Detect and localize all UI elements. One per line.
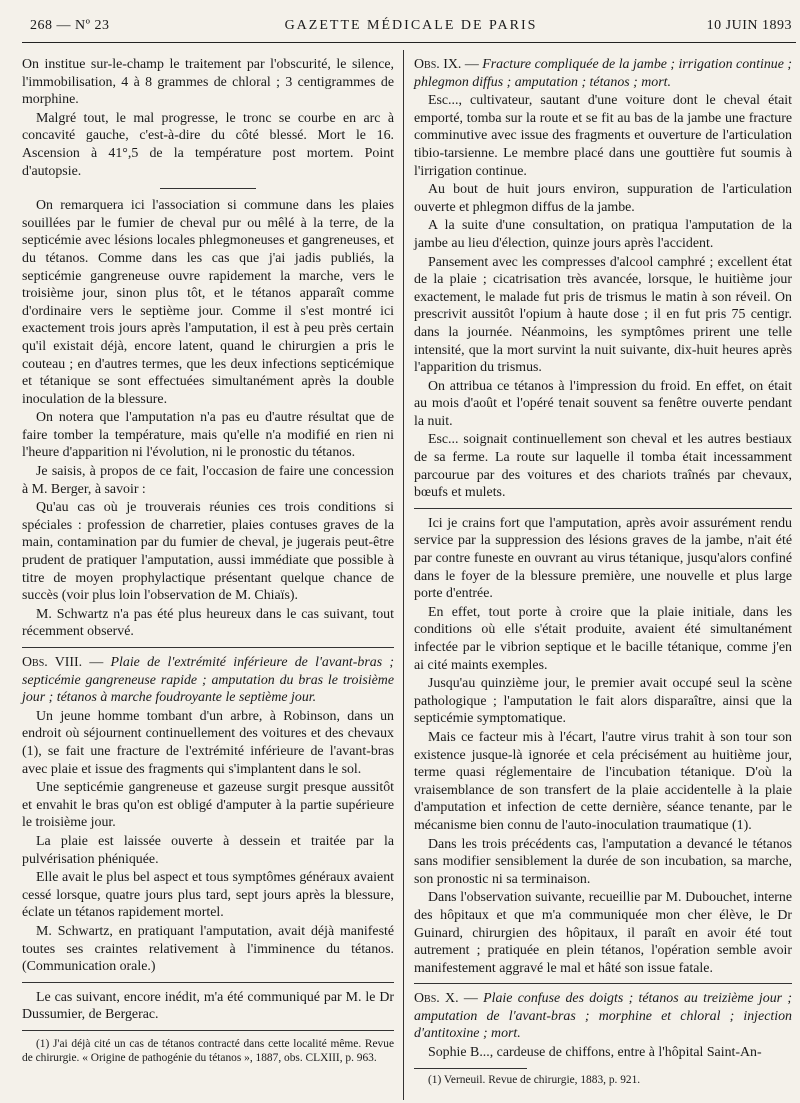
paragraph: En effet, tout porte à croire que la plaie initiale, dans les conditions où elle s'était produite, avaient été simultanément infectée par le vibrion septique et le bacille tétanique, comme j'en ai cité maints exemples.	[414, 604, 792, 673]
paragraph: Dans l'observation suivante, recueillie par M. Dubouchet, interne des hôpitaux et que m'a communiquée mon cher élève, le Dr Guinard, chirurgien des hôpitaux, il paraît en avoir été tout autrement ; pratiquée en plein tétanos, l'opération semble avoir manifestement aggravé le mal et hâté son issue fatale.	[414, 890, 792, 976]
paragraph: M. Schwartz, en pratiquant l'amputation, avait déjà manifesté toutes ses craintes relativement à l'imminence du tétanos. (Communication orale.)	[22, 923, 394, 975]
page-number: 268 — Nº 23	[30, 18, 110, 33]
paragraph: Dans les trois précédents cas, l'amputation a devancé le tétanos sans modifier sensiblement la durée de son incubation, sa marche, son pronostic ni sa terminaison.	[414, 836, 792, 887]
paragraph: Sophie B..., cardeuse de chiffons, entre à l'hôpital Saint-An-	[428, 1045, 762, 1061]
paragraph: Au bout de huit jours environ, suppuration de l'articulation ouverte et phlegmon diffus de la jambe.	[414, 182, 792, 215]
paragraph: Un jeune homme tombant d'un arbre, à Robinson, dans un endroit où séjournent continuellement des voitures et des chevaux (1), se fait une fracture de l'extrémité inférieure de l'avant-bras avec plaie et issue des fragments qui s'implantent dans le sol.	[22, 708, 394, 777]
paragraph: M. Schwartz n'a pas été plus heureux dans le cas suivant, tout récemment observé.	[22, 606, 394, 640]
separator	[22, 647, 394, 648]
footnote-text: (1) J'ai déjà cité un cas de tétanos contracté dans cette localité même. Revue de chirurgie. « Origine de pathogénie du tétanos », 1887, obs. CLXIII, p. 963.	[22, 1037, 394, 1064]
journal-title: GAZETTE MÉDICALE DE PARIS	[284, 18, 538, 33]
left-column	[22, 56, 394, 1066]
observation-title: Plaie confuse des doigts ; tétanos au treizième jour ; amputation de l'avant-bras ; morphine et chloral ; injection d'antitoxine ; mort.	[414, 991, 792, 1042]
paragraph: A la suite d'une consultation, on pratiqua l'amputation de la jambe au lieu d'élection, quinze jours après l'accident.	[414, 218, 792, 251]
observation-heading	[414, 56, 792, 91]
separator	[414, 508, 792, 509]
footnote-text: (1) Verneuil. Revue de chirurgie, 1883, p. 921.	[428, 1073, 641, 1086]
paragraph: Qu'au cas où je trouverais réunies ces trois conditions si spéciales : profession de charretier, plaies contuses graves de la main, contamination par du fumier de cheval, je jugerais peut-être prudent de pratiquer l'amputation, aussi immédiate que possible à titre de moyen prophylactique présentant quelque chance de succès (voir plus loin l'observation de M. Chiaïs).	[22, 500, 394, 604]
footnote-rule	[22, 1030, 394, 1031]
paragraph: Ici je crains fort que l'amputation, après avoir assurément rendu service par la suppression des lésions graves de la jambe, n'ait été par contre funeste en ouvrant au virus tétanique, jusqu'alors confiné dans le foyer de la blessure première, une nouvelle et plus large porte d'entrée.	[414, 515, 792, 602]
footnote	[414, 1073, 792, 1087]
observation-heading	[22, 654, 394, 707]
observation-label: Obs. VIII. —	[22, 655, 104, 670]
observation-title: Fracture compliquée de la jambe ; irrigation continue ; phlegmon diffus ; amputation ; tétanos ; mort.	[414, 57, 792, 90]
separator	[414, 983, 792, 984]
footnote-rule	[414, 1068, 527, 1069]
right-column	[414, 56, 792, 1088]
paragraph: La plaie est laissée ouverte à dessein et traitée par la pulvérisation phéniquée.	[22, 833, 394, 867]
paragraph: Une septicémie gangreneuse et gazeuse surgit presque aussitôt et envahit le bras qu'on est obligé d'amputer à la partie supérieure le troisième jour.	[22, 780, 394, 831]
observation-heading	[414, 990, 792, 1043]
paragraph: Le cas suivant, encore inédit, m'a été communiqué par M. le Dr Dussumier, de Bergerac.	[22, 989, 394, 1023]
observation-title: Plaie de l'extrémité inférieure de l'avant-bras ; septicémie gangreneuse rapide ; amputation du bras le troisième jour ; tétanos à marche foudroyante le septième jour.	[22, 655, 394, 706]
paragraph: Mais ce facteur mis à l'écart, l'autre virus trahit à son tour son existence jusque-là ignorée et cela précisément au huitième jour, terme quasi réglementaire de l'incubation tétanique. D'où la vraisemblance de son transfert de la plaie accidentelle à la plaie d'amputation et infection de cette dernière, séance tenante, par le mécanisme bien connu de l'auto-inoculation traumatique (1).	[414, 729, 792, 833]
paragraph: Elle avait le plus bel aspect et tous symptômes généraux avaient cessé lorsque, quatre jours plus tard, sept jours après la blessure, éclate un tétanos rapidement mortel.	[22, 870, 394, 921]
paragraph: On remarquera ici l'association si commune dans les plaies souillées par le fumier de cheval pur ou mêlé à la terre, de la septicémie avec lésions locales phlegmoneuses et gangreneuses, et du tétanos. Comme dans les cas que j'ai jadis publiés, la septicémie gangreneuse ouvre rapidement la marche, vers le troisième jour, sinon plus tôt, et le tétanos apparaît comme d'ordinaire vers le septième jour. Comme il s'est montré ici exactement trois jours après l'amputation, il est à peu près certain qu'il existait déjà, encore latent, quand le chirurgien a pris le couteau ; en d'autres termes, que les deux infections septicémique et tétanique se sont effectuées simultanément après la double inoculation de la blessure.	[22, 198, 394, 407]
paragraph: Esc... soignait continuellement son cheval et les autres bestiaux de sa ferme. La route sur laquelle il tomba était incessamment parcourue par des voitures et des chariots traînés par chevaux, bœufs et mulets.	[414, 432, 792, 501]
paragraph: Je saisis, à propos de ce fait, l'occasion de faire une concession à M. Berger, à savoir :	[22, 464, 394, 497]
separator	[160, 188, 257, 189]
paragraph: Pansement avec les compresses d'alcool camphré ; excellent état de la plaie ; cicatrisation très avancée, lorsque, le huitième jour exactement, le malade fut pris de trismus le matin à son réveil. On prescrivit aussitôt l'opium à haute dose ; il en fut pris 75 centigr. dans la journée. Néanmoins, les symptômes prirent une telle intensité, que la mort survint la nuit suivante, dix-huit heures après l'apparition du trismus.	[414, 254, 792, 376]
observation-label: Obs. X. —	[414, 991, 478, 1007]
column-divider	[403, 50, 404, 1100]
paragraph: On institue sur-le-champ le traitement par l'obscurité, le silence, l'immobilisation, 4 à 8 grammes de chloral ; 3 centigrammes de morphine.	[22, 57, 394, 108]
footnote	[22, 1037, 394, 1065]
page-header	[30, 14, 792, 40]
issue-date: 10 JUIN 1893	[706, 18, 792, 33]
paragraph: Malgré tout, le mal progresse, le tronc se courbe en arc à concavité gauche, c'est-à-dire du côté blessé. Mort le 16. Ascension à 41°,5 de la température post mortem. Point d'autopsie.	[22, 110, 394, 179]
header-rule	[22, 42, 796, 43]
observation-label: Obs. IX. —	[414, 57, 479, 72]
paragraph: On notera que l'amputation n'a pas eu d'autre résultat que de faire tomber la température, mais qu'elle n'a modifié en rien ni l'heure d'apparition ni l'évolution, ni le pronostic du tétanos.	[22, 410, 394, 461]
separator	[22, 982, 394, 983]
paragraph: Jusqu'au quinzième jour, le premier avait occupé seul la scène pathologique ; l'amputation le fait alors disparaître, ainsi que la septicémie symptomatique.	[414, 676, 792, 727]
paragraph: On attribua ce tétanos à l'impression du froid. En effet, on était au mois d'août et l'opéré tenait souvent sa fenêtre ouverte pendant la nuit.	[414, 378, 792, 429]
paragraph: Esc..., cultivateur, sautant d'une voiture dont le cheval était emporté, tomba sur la route et se fit au bas de la jambe une fracture comminutive avec issue des fragments et ouverture de l'articulation tibio-tarsienne. Le membre placé dans une gouttière fut soumis à l'irrigation continue.	[414, 93, 792, 179]
